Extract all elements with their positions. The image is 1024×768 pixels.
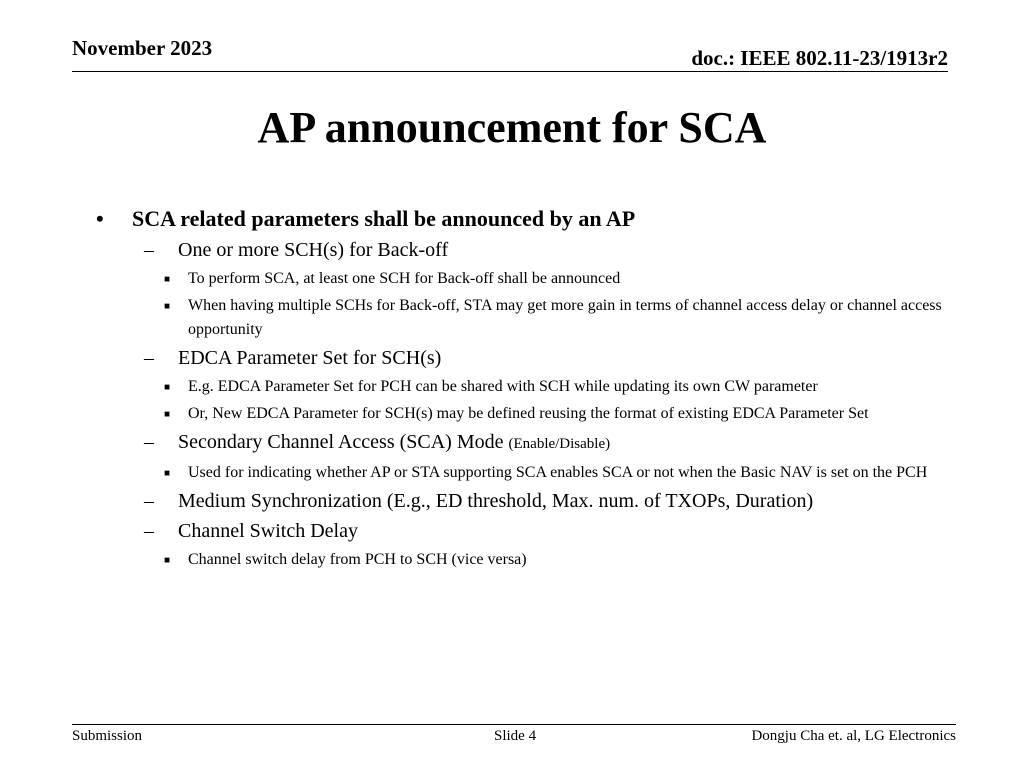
- footer-divider: [72, 724, 956, 725]
- header-date: November 2023: [72, 36, 213, 60]
- bullet-text: Secondary Channel Access (SCA) Mode: [178, 431, 504, 453]
- footer-submission: Submission: [72, 728, 143, 744]
- slide-body: [96, 204, 946, 574]
- bullet-text: Medium Synchronization (E.g., ED threshold, Max. num. of TXOPs, Duration): [178, 490, 814, 512]
- square-bullet-icon: ■: [164, 301, 171, 312]
- bullet-text: EDCA Parameter Set for SCH(s): [178, 347, 442, 369]
- square-bullet-icon: ■: [164, 382, 171, 393]
- dash-icon: –: [144, 431, 154, 453]
- bullet-text: Channel switch delay from PCH to SCH (vice versa): [188, 551, 527, 568]
- square-bullet-icon: ■: [164, 274, 171, 285]
- bullet-text: Channel Switch Delay: [178, 520, 358, 542]
- bullet-text: SCA related parameters shall be announced by an AP: [132, 206, 636, 231]
- bullet-note: (Enable/Disable): [508, 436, 611, 452]
- dash-icon: –: [144, 347, 154, 369]
- bullet-text: Or, New EDCA Parameter for SCH(s) may be defined reusing the format of existing EDCA Parameter Set: [188, 405, 869, 422]
- bullet-level1: [96, 204, 946, 234]
- square-bullet-icon: ■: [164, 555, 171, 566]
- bullet-level3: [96, 267, 946, 291]
- bullet-level2: [96, 428, 946, 458]
- bullet-level3: [96, 548, 946, 572]
- bullet-text: E.g. EDCA Parameter Set for PCH can be shared with SCH while updating its own CW parameter: [188, 378, 818, 395]
- header-doc-id: doc.: IEEE 802.11-23/1913r2: [691, 46, 948, 70]
- dash-icon: –: [144, 520, 154, 542]
- bullet-dot-icon: •: [96, 206, 104, 231]
- square-bullet-icon: ■: [164, 468, 171, 479]
- bullet-text: Used for indicating whether AP or STA supporting SCA enables SCA or not when the Basic NAV is set on the PCH: [188, 464, 928, 481]
- bullet-level3: [96, 461, 946, 485]
- header-divider: [72, 71, 948, 72]
- bullet-level3: [96, 375, 946, 399]
- bullet-level2: [96, 236, 946, 264]
- dash-icon: –: [144, 490, 154, 512]
- bullet-level2: [96, 487, 946, 515]
- bullet-level3: [96, 402, 946, 426]
- bullet-level2: [96, 517, 946, 545]
- footer-author: Dongju Cha et. al, LG Electronics: [751, 728, 956, 744]
- bullet-text: One or more SCH(s) for Back-off: [178, 239, 449, 261]
- square-bullet-icon: ■: [164, 409, 171, 420]
- bullet-text: When having multiple SCHs for Back-off, STA may get more gain in terms of channel access delay or channel access opportunity: [188, 297, 942, 338]
- footer-slide-number: Slide 4: [494, 728, 537, 744]
- slide-title: AP announcement for SCA: [257, 103, 767, 152]
- bullet-level3: [96, 294, 946, 342]
- bullet-text: To perform SCA, at least one SCH for Back-off shall be announced: [188, 270, 621, 287]
- bullet-level2: [96, 344, 946, 372]
- dash-icon: –: [144, 239, 154, 261]
